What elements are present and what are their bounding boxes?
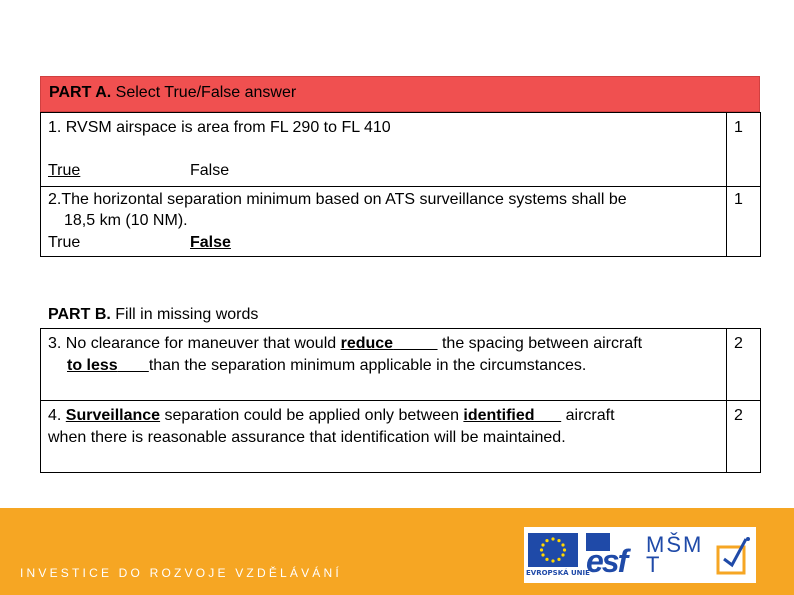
table-a-line-left <box>40 112 41 257</box>
question-4-line1: 4. Surveillance separation could be applied only between identified aircraft <box>48 407 615 424</box>
op-vk-logo-icon <box>714 533 754 577</box>
question-3-points: 2 <box>734 335 743 352</box>
part-b-heading <box>48 304 258 326</box>
question-4-points: 2 <box>734 407 743 424</box>
eu-label: EVROPSKÁ UNIE <box>526 569 590 577</box>
part-a-heading-rest: Select True/False answer <box>111 84 297 101</box>
question-4-fill-1: Surveillance <box>65 407 161 424</box>
question-3-fill-1: reduce <box>340 335 394 352</box>
question-1-text: 1. RVSM airspace is area from FL 290 to FL 410 <box>48 119 391 136</box>
esf-logo: esf <box>586 543 627 579</box>
footer-text: INVESTICE DO ROZVOJE VZDĚLÁVÁNÍ <box>20 566 342 580</box>
part-b-heading-rest: Fill in missing words <box>110 306 259 323</box>
question-3-fill-2: to less <box>67 357 118 374</box>
question-2-answer-false: False <box>190 234 231 251</box>
table-b-line-left <box>40 328 41 473</box>
question-2-points: 1 <box>734 191 743 208</box>
table-a-line-mid <box>40 186 761 187</box>
table-b-line-top <box>40 328 761 329</box>
question-4-fill-2: identified <box>463 407 535 424</box>
question-1-points: 1 <box>734 119 743 136</box>
table-b-line-bottom <box>40 472 761 473</box>
question-1-answer-true: True <box>48 162 81 179</box>
footer-logos <box>524 527 756 583</box>
table-a-line-divider <box>726 112 727 257</box>
table-b-line-mid <box>40 400 761 401</box>
question-4-line2: when there is reasonable assurance that identification will be maintained. <box>48 429 566 446</box>
question-2-answer-true: True <box>48 234 81 251</box>
question-3-line2: to less than the separation minimum applicable in the circumstances. <box>67 357 587 374</box>
table-a-line-bottom <box>40 256 761 257</box>
part-a-header <box>40 76 760 112</box>
question-3-line1: 3. No clearance for maneuver that would reduce the spacing between aircraft <box>48 335 643 352</box>
question-2-line1: 2.The horizontal separation minimum based on ATS surveillance systems shall be <box>48 191 627 208</box>
eu-flag-icon <box>528 533 578 567</box>
table-a-line-right <box>760 112 761 257</box>
table-b-line-divider <box>726 328 727 473</box>
part-a-heading-bold: PART A. <box>49 84 112 101</box>
question-2-line2: 18,5 km (10 NM). <box>64 212 188 229</box>
table-a-line-top <box>40 112 761 113</box>
question-1-answer-false: False <box>190 162 230 179</box>
table-b-line-right <box>760 328 761 473</box>
msmt-logo: MŠMT <box>646 532 704 577</box>
part-b-heading-bold: PART B. <box>48 306 111 323</box>
